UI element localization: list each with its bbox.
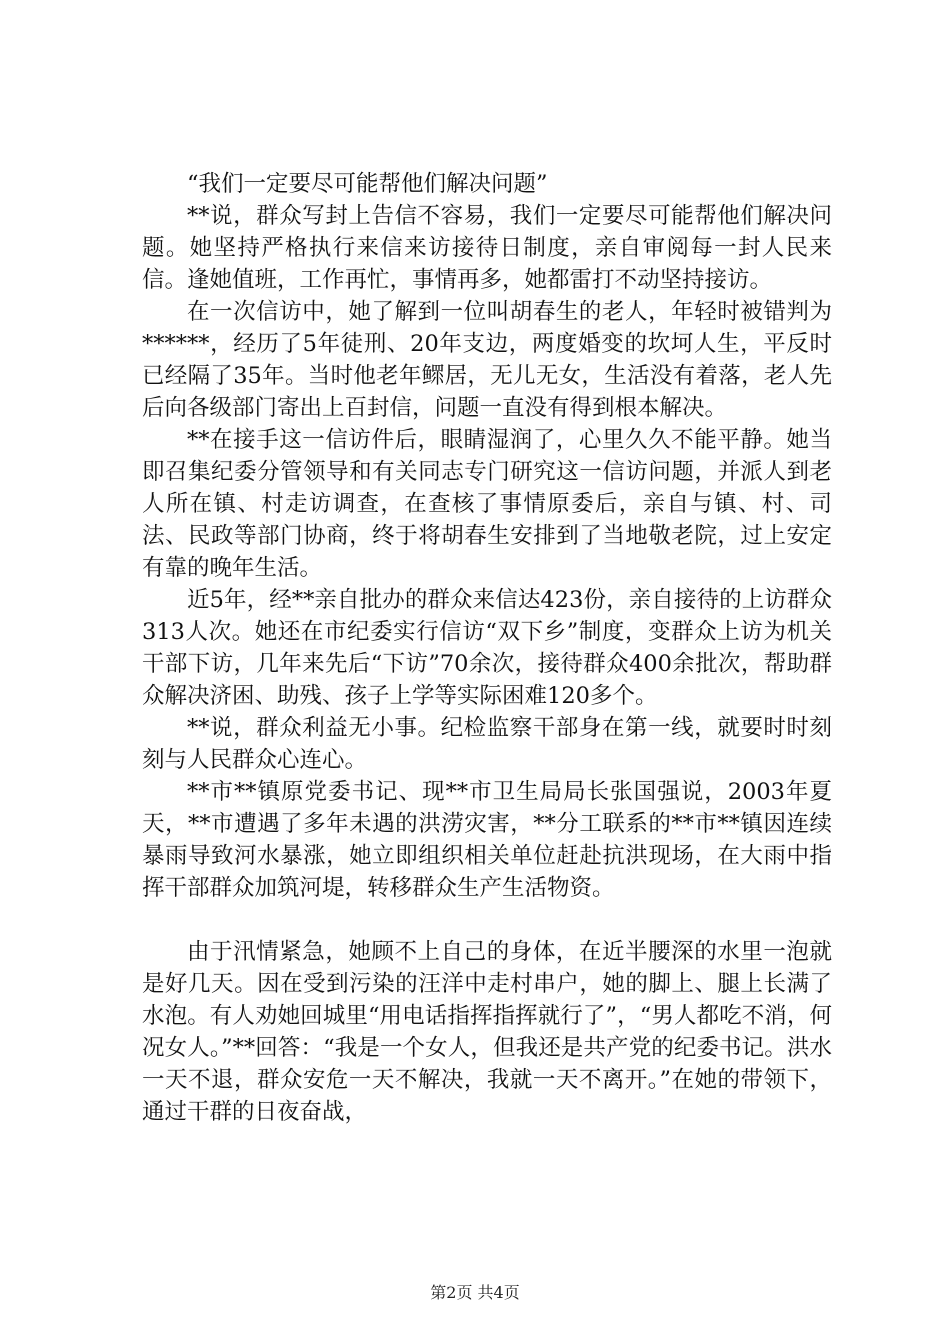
paragraph-7: 由于汛情紧急，她顾不上自己的身体，在近半腰深的水里一泡就是好几天。因在受到污染的汪洋中走村串户，她的脚上、腿上长满了水泡。有人劝她回城里“用电话指挥指挥就行了”，“男人都吃不消，何况女人。”**回答：“我是一个女人，但我还是共产党的纪委书记。洪水一天不退，群众安危一天不解决，我就一天不离开。”在她的带领下，通过干群的日夜奋战，: [142, 939, 832, 1125]
paragraph-1: **说，群众写封上告信不容易，我们一定要尽可能帮他们解决问题。她坚持严格执行来信来访接待日制度，亲自审阅每一封人民来信。逢她值班，工作再忙，事情再多，她都雷打不动坚持接访。: [142, 203, 832, 293]
paragraph-2: 在一次信访中，她了解到一位叫胡春生的老人，年轻时被错判为******，经历了5年徒刑、20年支边，两度婚变的坎坷人生，平反时已经隔了35年。当时他老年鳏居，无儿无女，生活没有着落，老人先后向各级部门寄出上百封信，问题一直没有得到根本解决。: [142, 299, 832, 421]
paragraph-6: **市**镇原党委书记、现**市卫生局局长张国强说，2003年夏天，**市遭遇了多年未遇的洪涝灾害，**分工联系的**市**镇因连续暴雨导致河水暴涨，她立即组织相关单位赶赴抗洪现场，在大雨中指挥干部群众加筑河堤，转移群众生产生活物资。: [142, 779, 832, 901]
paragraph-4: 近5年，经**亲自批办的群众来信达423份，亲自接待的上访群众313人次。她还在市纪委实行信访“双下乡”制度，变群众上访为机关干部下访，几年来先后“下访”70余次，接待群众400余批次，帮助群众解决济困、助残、孩子上学等实际困难120多个。: [142, 587, 832, 709]
paragraph-3: **在接手这一信访件后，眼睛湿润了，心里久久不能平静。她当即召集纪委分管领导和有关同志专门研究这一信访问题，并派人到老人所在镇、村走访调查，在查核了事情原委后，亲自与镇、村、司法、民政等部门协商，终于将胡春生安排到了当地敬老院，过上安定有靠的晚年生活。: [142, 427, 832, 581]
paragraph-5: **说，群众利益无小事。纪检监察干部身在第一线，就要时时刻刻与人民群众心连心。: [142, 715, 832, 773]
document-body: [142, 168, 832, 1128]
section-heading: “我们一定要尽可能帮他们解决问题”: [187, 171, 548, 197]
page-footer: 第2页 共4页: [430, 1283, 520, 1302]
